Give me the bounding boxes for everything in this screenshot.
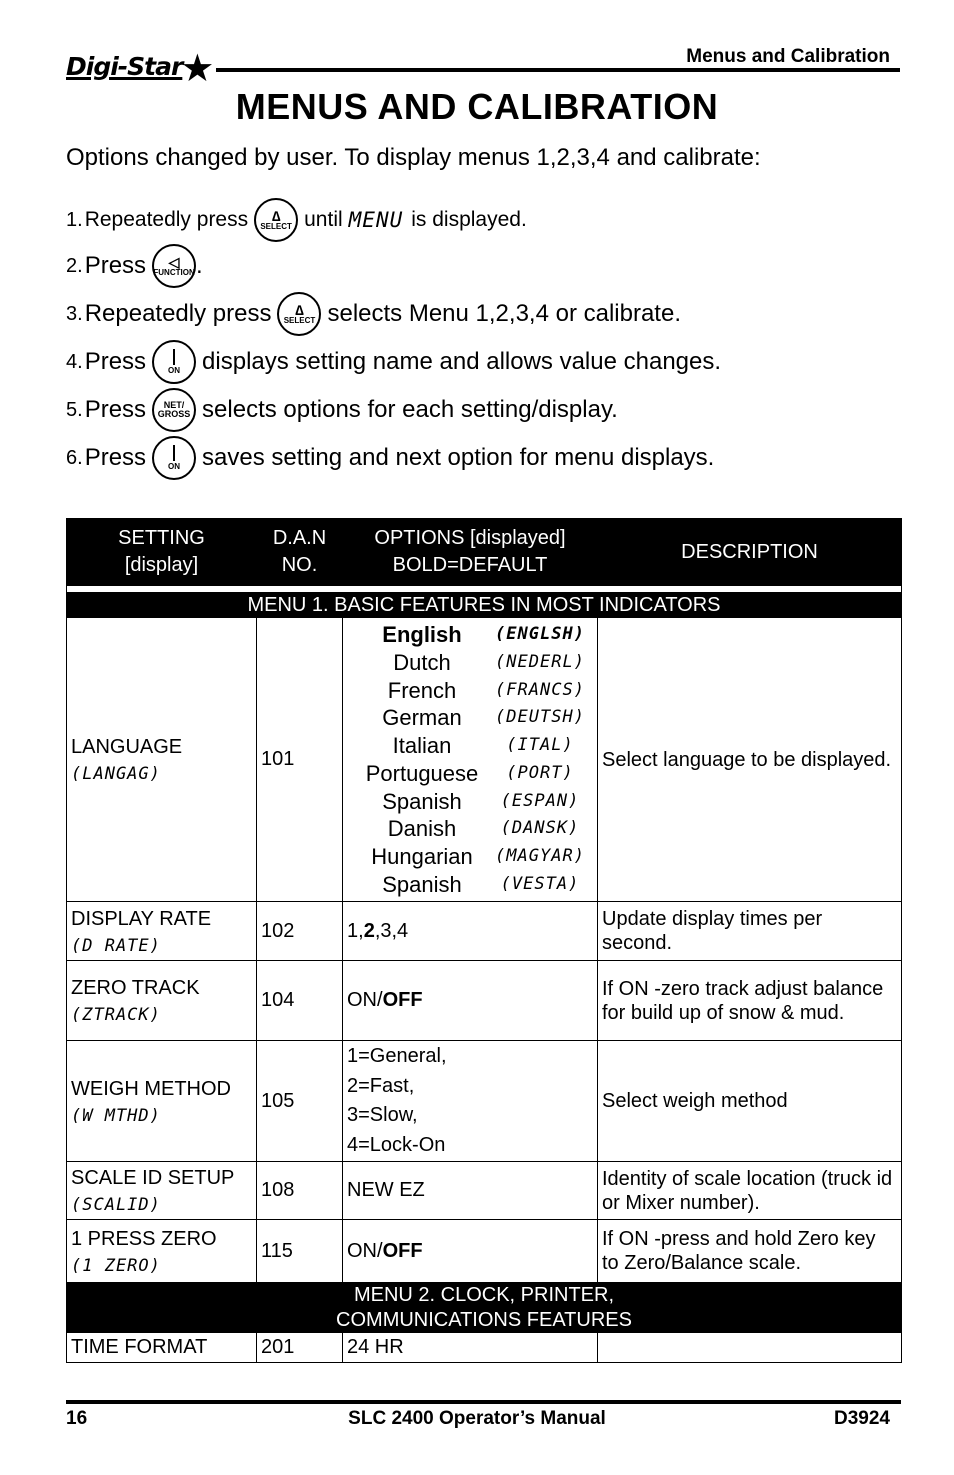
setting-description: If ON -zero track adjust balance for build up of snow & mud. bbox=[598, 961, 902, 1041]
setting-name: DISPLAY RATE bbox=[71, 907, 212, 930]
table-row bbox=[67, 618, 902, 902]
setting-options: NEW EZ bbox=[343, 1162, 598, 1220]
function-button-icon: ◁ FUNCTION bbox=[152, 244, 196, 288]
dan-number: 201 bbox=[257, 1333, 343, 1363]
setting-display: (1 ZERO) bbox=[71, 1255, 161, 1276]
step-1: 1. Repeatedly press ∆ SELECT until MENU is displayed. bbox=[66, 198, 527, 242]
header-section-title: Menus and Calibration bbox=[686, 46, 890, 67]
select-button-icon: ∆ SELECT bbox=[277, 292, 321, 336]
footer-rule bbox=[66, 1400, 901, 1404]
setting-options: ON/OFF bbox=[343, 961, 598, 1041]
dan-number: 105 bbox=[257, 1041, 343, 1162]
step-4: 4. Press ON displays setting name and allows value changes. bbox=[66, 340, 721, 384]
setting-options: 1=General, 2=Fast, 3=Slow, 4=Lock-On bbox=[343, 1041, 598, 1162]
dan-number: 108 bbox=[257, 1162, 343, 1220]
dan-number: 104 bbox=[257, 961, 343, 1041]
on-button-icon: ON bbox=[152, 340, 196, 384]
page-number: 16 bbox=[66, 1408, 88, 1429]
setting-display: (W MTHD) bbox=[71, 1105, 161, 1126]
table-header-row bbox=[67, 519, 902, 586]
menu-1-header: MENU 1. BASIC FEATURES IN MOST INDICATORS bbox=[67, 593, 902, 618]
setting-display: (D RATE) bbox=[71, 935, 161, 956]
table-row bbox=[67, 1333, 902, 1363]
on-button-icon: ON bbox=[152, 436, 196, 480]
header-rule bbox=[216, 68, 900, 72]
star-icon: ★ bbox=[180, 46, 214, 90]
setting-name: 1 PRESS ZERO bbox=[71, 1227, 217, 1250]
step-3: 3. Repeatedly press ∆ SELECT selects Menu 1,2,3,4 or calibrate. bbox=[66, 292, 681, 336]
step-2: 2. Press ◁ FUNCTION . bbox=[66, 244, 203, 288]
setting-options: 24 HR bbox=[343, 1333, 598, 1363]
manual-title: SLC 2400 Operator’s Manual bbox=[348, 1408, 606, 1429]
menu-2-header: MENU 2. CLOCK, PRINTER, COMMUNICATIONS FEATURES bbox=[67, 1283, 902, 1333]
dan-number: 115 bbox=[257, 1220, 343, 1283]
table-row bbox=[67, 1162, 902, 1220]
setting-description: Update display times per second. bbox=[598, 902, 902, 961]
setting-display: (LANGAG) bbox=[71, 764, 161, 785]
language-options: English Dutch French German Italian Portuguese Spanish Danish Hungarian Spanish (ENGLSH) (NEDERL) (FRANCS) (DEUTSH) (ITAL) (PORT) (ESPAN) (DANSK) (MAGYAR) (VESTA) bbox=[365, 621, 585, 898]
digi-star-logo: Digi-Star★ bbox=[66, 46, 214, 90]
settings-table bbox=[66, 518, 902, 1363]
intro-text: Options changed by user. To display menus 1,2,3,4 and calibrate: bbox=[66, 144, 761, 171]
setting-description: If ON -press and hold Zero key to Zero/Balance scale. bbox=[598, 1220, 902, 1283]
setting-name: WEIGH METHOD bbox=[71, 1077, 231, 1100]
document-number: D3924 bbox=[834, 1408, 890, 1429]
lcd-menu-text: MENU bbox=[348, 208, 404, 232]
page-title: MENUS AND CALIBRATION bbox=[235, 86, 719, 127]
setting-display: (SCALID) bbox=[71, 1195, 161, 1216]
select-button-icon: ∆ SELECT bbox=[254, 198, 298, 242]
dan-number: 101 bbox=[257, 618, 343, 902]
setting-options: 1,2,3,4 bbox=[343, 902, 598, 961]
setting-description bbox=[598, 1333, 902, 1363]
setting-name: SCALE ID SETUP bbox=[71, 1167, 235, 1190]
setting-name: LANGUAGE bbox=[71, 736, 183, 759]
header-options: OPTIONS [displayed] BOLD=DEFAULT bbox=[343, 519, 598, 586]
header-setting: SETTING [display] bbox=[67, 519, 257, 586]
setting-description: Select weigh method bbox=[598, 1041, 902, 1162]
setting-name: TIME FORMAT bbox=[67, 1333, 257, 1363]
setting-description: Identity of scale location (truck id or Mixer number). bbox=[598, 1162, 902, 1220]
setting-options: ON/OFF bbox=[343, 1220, 598, 1283]
header-description: DESCRIPTION bbox=[598, 519, 902, 586]
dan-number: 102 bbox=[257, 902, 343, 961]
setting-display: (ZTRACK) bbox=[71, 1005, 161, 1026]
step-5: 5. Press NET/ GROSS selects options for each setting/display. bbox=[66, 388, 618, 432]
table-row bbox=[67, 1220, 902, 1283]
header-dan: D.A.N NO. bbox=[257, 519, 343, 586]
net-gross-button-icon: NET/ GROSS bbox=[152, 388, 196, 432]
table-row bbox=[67, 1041, 902, 1162]
setting-description: Select language to be displayed. bbox=[598, 618, 902, 902]
setting-name: ZERO TRACK bbox=[71, 977, 200, 1000]
step-6: 6. Press ON saves setting and next option for menu displays. bbox=[66, 436, 714, 480]
table-row bbox=[67, 961, 902, 1041]
table-row bbox=[67, 902, 902, 961]
